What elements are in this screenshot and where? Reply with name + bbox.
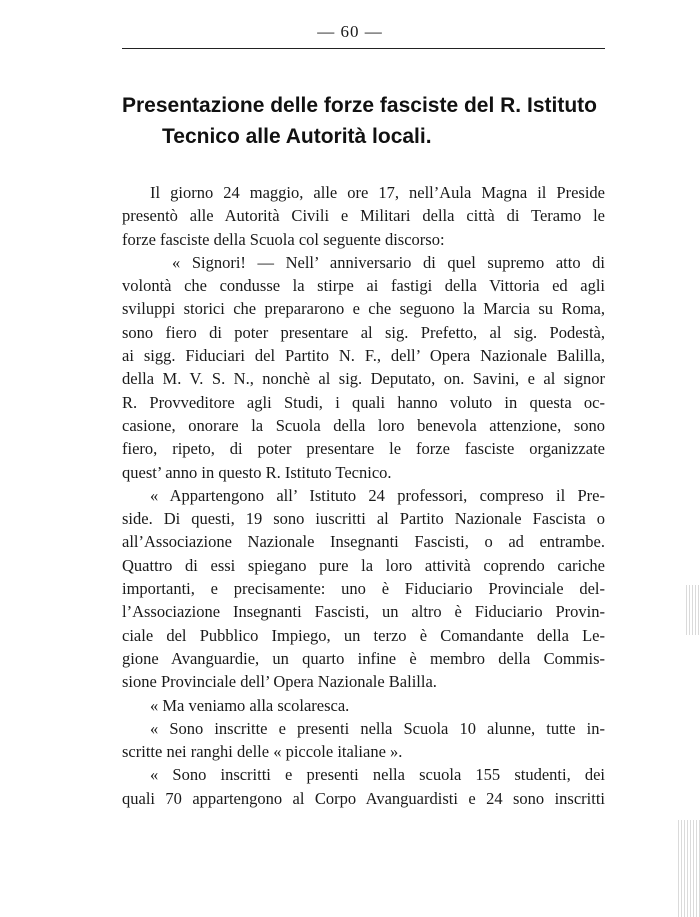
text-line: « Sono inscritti e presenti nella scuola 155 studenti, dei — [150, 765, 605, 785]
text-line: quali 70 appartengono al Corpo Avanguardisti e 24 sono inscritti — [122, 788, 605, 808]
text-line: l’Associazione Insegnanti Fascisti, un altro è Fiduciario Provin- — [122, 602, 605, 622]
text-line: scritte nei ranghi delle « piccole italiane ». — [122, 742, 403, 762]
text-line: casione, onorare la Scuola della loro benevola attenzione, sono — [122, 415, 605, 435]
text-line: side. Di questi, 19 sono iuscritti al Partito Nazionale Fascista o — [122, 509, 605, 529]
section-title-line-1: Presentazione delle forze fasciste del R. Istituto — [122, 94, 597, 117]
header-rule — [122, 48, 605, 49]
text-line: volontà che condusse la stirpe ai fastigi della Vittoria ed agli — [122, 276, 605, 296]
page-number-header: — 60 — — [317, 22, 383, 41]
text-line: « Signori! — Nell’ anniversario di quel supremo atto di — [172, 252, 605, 272]
text-line: ciale del Pubblico Impiego, un terzo è Comandante della Le- — [122, 625, 605, 645]
text-line: importanti, e precisamente: uno è Fiduciario Provinciale del- — [122, 579, 605, 599]
text-line: all’Associazione Nazionale Insegnanti Fascisti, o ad entrambe. — [122, 532, 605, 552]
text-line: « Sono inscritte e presenti nella Scuola 10 alunne, tutte in- — [150, 718, 605, 738]
text-line: quest’ anno in questo R. Istituto Tecnico. — [122, 462, 392, 482]
text-line: sono fiero di poter presentare al sig. Prefetto, al sig. Podestà, — [122, 322, 605, 342]
text-line: fiero, ripeto, di poter presentare le forze fasciste organizzate — [122, 439, 605, 459]
body-text — [122, 181, 605, 810]
text-line: R. Provveditore agli Studi, i quali hanno voluto in questa oc- — [122, 392, 605, 412]
section-title — [122, 90, 622, 152]
text-line: gione Avanguardie, un quarto infine è membro della Commis- — [122, 648, 605, 668]
text-line: « Ma veniamo alla scolaresca. — [150, 695, 350, 715]
text-line: sviluppi storici che prepararono e che seguono la Marcia su Roma, — [122, 299, 605, 319]
text-line: « Appartengono all’ Istituto 24 professori, compreso il Pre- — [150, 485, 605, 505]
text-line: presentò alle Autorità Civili e Militari della città di Teramo le — [122, 206, 605, 226]
text-line: Quattro di essi spiegano pure la loro attività coprendo cariche — [122, 555, 605, 575]
section-title-line-2: Tecnico alle Autorità locali. — [162, 125, 432, 148]
text-line: della M. V. S. N., nonchè al sig. Deputato, on. Savini, e al signor — [122, 369, 605, 389]
scan-edge-noise — [686, 585, 700, 635]
text-line: sione Provinciale dell’ Opera Nazionale Balilla. — [122, 672, 437, 692]
text-line: forze fasciste della Scuola col seguente discorso: — [122, 229, 445, 249]
text-line: Il giorno 24 maggio, alle ore 17, nell’Aula Magna il Preside — [150, 183, 605, 202]
scan-edge-noise — [678, 820, 700, 917]
text-line: ai sigg. Fiduciari del Partito N. F., dell’ Opera Nazionale Balilla, — [122, 346, 605, 366]
